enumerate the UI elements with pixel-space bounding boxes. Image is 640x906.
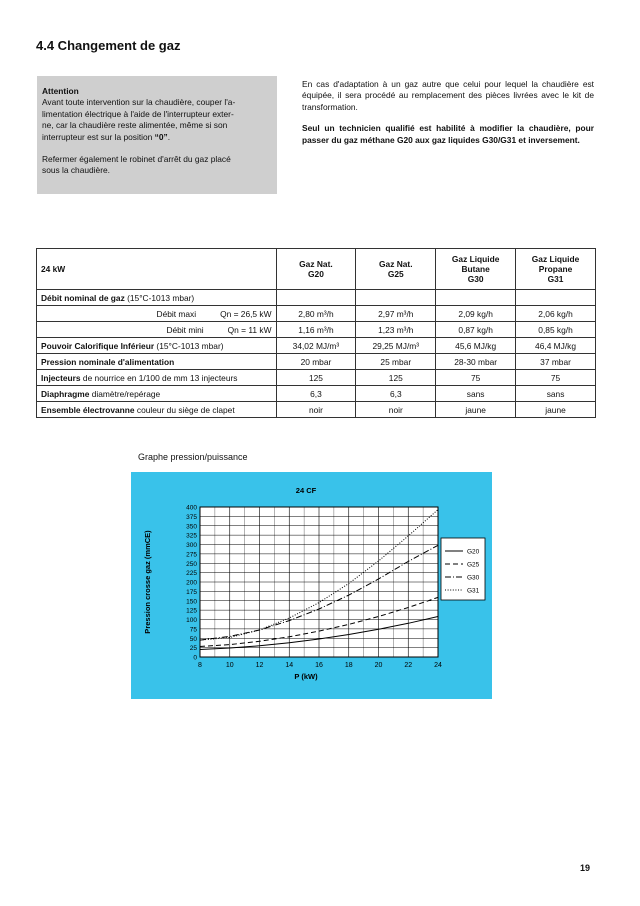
y-tick-label: 375: [186, 513, 197, 521]
row-label: Diaphragme diamètre/repérage: [37, 386, 277, 402]
header-power: 24 kW: [37, 249, 277, 290]
table-row: [37, 322, 596, 338]
y-tick-label: 225: [186, 570, 197, 578]
table-row: [37, 354, 596, 370]
table-header-row: [37, 249, 596, 290]
graph-caption: Graphe pression/puissance: [138, 452, 248, 462]
specification-table: [36, 248, 596, 418]
y-tick-label: 200: [186, 579, 197, 587]
attention-line: interrupteur est sur la position “0”.: [42, 131, 171, 142]
page-number: 19: [580, 863, 591, 873]
intro-bold-paragraph: Seul un technicien qualifié est habilité à modifier la chaudière, pour passer du gaz méthane G20 aux gaz liquides G30/G31 et inversement.: [302, 123, 594, 145]
table-cell: 25 mbar: [356, 354, 436, 370]
table-cell: 2,06 kg/h: [516, 306, 596, 322]
x-tick-label: 12: [255, 662, 264, 669]
table-cell: sans: [436, 386, 516, 402]
table-cell: 75: [436, 370, 516, 386]
row-label: Débit nominal de gaz (15°C-1013 mbar): [37, 290, 277, 306]
table-cell: 1,23 m³/h: [356, 322, 436, 338]
table-cell: 0,85 kg/h: [516, 322, 596, 338]
table-cell: 37 mbar: [516, 354, 596, 370]
attention-title: Attention: [42, 86, 79, 96]
attention-line: sous la chaudière.: [42, 165, 110, 176]
row-label: Débit maxi Qn = 26,5 kW: [37, 306, 277, 322]
header-g20: Gaz Nat. G20: [276, 249, 356, 290]
x-tick-label: 22: [404, 662, 413, 669]
section-title: 4.4 Changement de gaz: [36, 38, 181, 53]
table-row: [37, 306, 596, 322]
y-tick-label: 50: [189, 635, 197, 643]
y-tick-label: 250: [186, 560, 197, 568]
table-cell: noir: [356, 402, 436, 418]
table-row: [37, 402, 596, 418]
y-tick-label: 275: [186, 551, 197, 559]
attention-box: [37, 76, 277, 194]
table-cell: 2,97 m³/h: [356, 306, 436, 322]
x-tick-label: 18: [344, 662, 353, 669]
pressure-power-chart: [131, 472, 492, 699]
table-cell: 125: [276, 370, 356, 386]
header-g31: Gaz Liquide Propane G31: [516, 249, 596, 290]
y-tick-label: 300: [186, 542, 197, 549]
row-label: Débit mini Qn = 11 kW: [37, 322, 277, 338]
table-row: [37, 386, 596, 402]
table-cell: 1,16 m³/h: [276, 322, 356, 338]
legend-label-g25: G25: [467, 561, 480, 569]
attention-line: Avant toute intervention sur la chaudière, couper l'a-: [42, 97, 236, 108]
legend-label-g20: G20: [467, 548, 480, 556]
x-tick-label: 20: [374, 662, 383, 669]
y-tick-label: 400: [186, 504, 197, 512]
table-cell: sans: [516, 386, 596, 402]
position-zero: “0”: [154, 131, 168, 142]
x-tick-label: 16: [315, 662, 323, 669]
legend-label-g31: G31: [467, 587, 480, 595]
table-cell: 29,25 MJ/m³: [356, 338, 436, 354]
table-cell: 2,09 kg/h: [436, 306, 516, 322]
table-cell: 0,87 kg/h: [436, 322, 516, 338]
intro-text: [302, 79, 594, 146]
y-axis-label: Pression crosse gaz (mmCE): [143, 530, 152, 634]
row-label: Pression nominale d'alimentation: [37, 354, 277, 370]
table-cell: 6,3: [356, 386, 436, 402]
table-row: [37, 338, 596, 354]
table-cell: 46,4 MJ/kg: [516, 338, 596, 354]
table-cell: noir: [276, 402, 356, 418]
row-label: Injecteurs de nourrice en 1/100 de mm 13 injecteurs: [37, 370, 277, 386]
y-tick-label: 175: [186, 588, 197, 596]
table-cell: 34,02 MJ/m³: [276, 338, 356, 354]
attention-line: limentation électrique à l'aide de l'interrupteur exter-: [42, 108, 234, 119]
row-label: Pouvoir Calorifique Inférieur (15°C-1013 mbar): [37, 338, 277, 354]
x-axis-label: P (kW): [294, 672, 318, 681]
legend-label-g30: G30: [467, 574, 480, 582]
y-tick-label: 75: [189, 626, 197, 634]
x-tick-label: 24: [434, 662, 442, 669]
table-cell: 2,80 m³/h: [276, 306, 356, 322]
y-tick-label: 350: [186, 523, 197, 531]
table-cell: 20 mbar: [276, 354, 356, 370]
y-tick-label: 0: [193, 654, 197, 662]
table-cell: 45,6 MJ/kg: [436, 338, 516, 354]
attention-line: Refermer également le robinet d'arrêt du gaz placé: [42, 154, 231, 165]
intro-paragraph: En cas d'adaptation à un gaz autre que celui pour lequel la chaudière est équipée, il sera procédé au remplacement des pièces livrées avec le kit de transformation.: [302, 79, 594, 112]
x-tick-label: 10: [225, 662, 234, 669]
chart-title: 24 CF: [295, 486, 317, 495]
x-tick-label: 8: [198, 662, 202, 669]
table-row: [37, 290, 596, 306]
x-tick-label: 14: [285, 662, 294, 669]
table-cell: 75: [516, 370, 596, 386]
y-tick-label: 125: [186, 607, 197, 615]
header-g30: Gaz Liquide Butane G30: [436, 249, 516, 290]
y-tick-label: 325: [186, 532, 197, 540]
table-cell: 6,3: [276, 386, 356, 402]
y-tick-label: 25: [189, 645, 197, 653]
chart-svg: [131, 472, 492, 699]
table-row: [37, 370, 596, 386]
table-cell: 28-30 mbar: [436, 354, 516, 370]
y-tick-label: 150: [186, 598, 197, 606]
attention-line: ne, car la chaudière reste alimentée, même si son: [42, 120, 228, 131]
row-label: Ensemble électrovanne couleur du siège de clapet: [37, 402, 277, 418]
table-cell: jaune: [516, 402, 596, 418]
table-cell: jaune: [436, 402, 516, 418]
table-cell: 125: [356, 370, 436, 386]
header-g25: Gaz Nat. G25: [356, 249, 436, 290]
y-tick-label: 100: [186, 617, 197, 624]
